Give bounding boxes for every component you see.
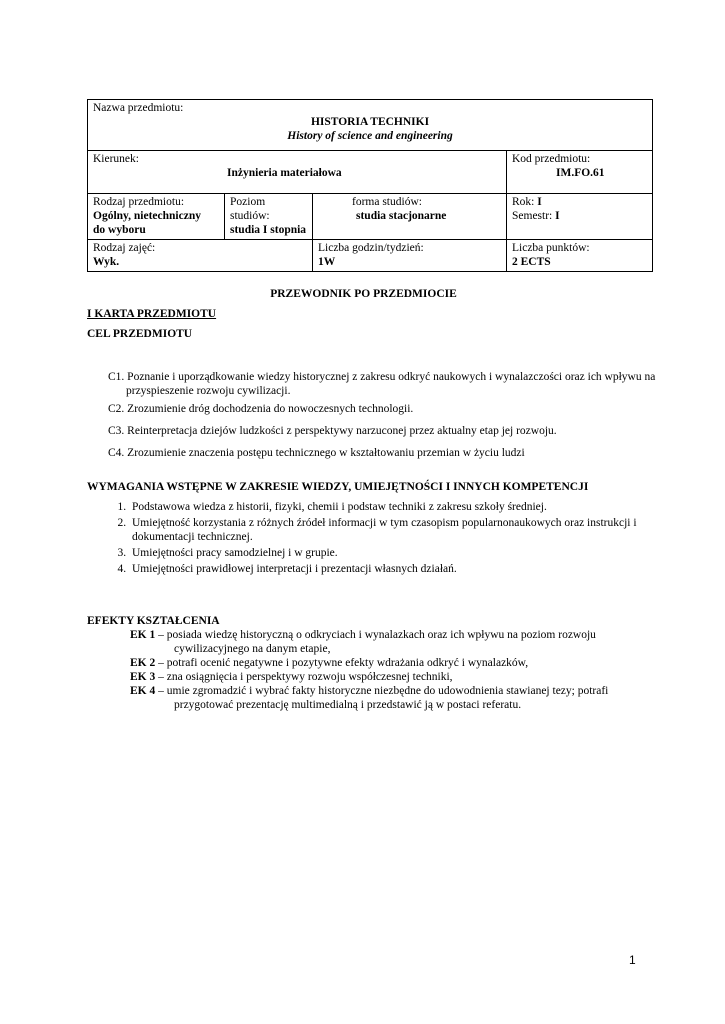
prerequisite-item: 1. Podstawowa wiedza z historii, fizyki, chemii i podstaw techniki z zakresu szkoły średniej. xyxy=(129,500,647,514)
field-of-study-label: Kierunek: xyxy=(93,153,139,165)
outcome-code: EK 4 xyxy=(130,685,156,697)
outcome-text: – zna osiągnięcia i perspektywy rozwoju współczesnej techniki, xyxy=(155,671,453,683)
class-type-label: Rodzaj zajęć: xyxy=(93,242,156,254)
points-value: 2 ECTS xyxy=(512,256,551,268)
field-of-study-value: Inżynieria materiałowa xyxy=(227,167,342,179)
course-title: HISTORIA TECHNIKI xyxy=(310,116,430,128)
study-level-value: studia I stopnia xyxy=(230,224,307,236)
outcome-item-ek4 xyxy=(130,684,650,712)
learning-outcomes-list xyxy=(130,628,650,712)
prerequisites-list xyxy=(87,500,647,578)
outcome-item-ek2 xyxy=(130,656,650,670)
hours-value: 1W xyxy=(318,256,336,268)
course-type-value-line1: Ogólny, nietechniczny xyxy=(93,210,201,222)
goal-item-c3: C3. Reinterpretacja dziejów ludzkości z perspektywy narzuconej przez aktualny etap jej rozwoju. xyxy=(108,425,557,437)
outcome-text: – posiada wiedzę historyczną o odkryciach i wynalazkach oraz ich wpływu na poziom rozwoju cywilizacyjnego na danym etapie, xyxy=(155,629,596,655)
outcome-code: EK 3 xyxy=(130,671,156,683)
course-subtitle: History of science and engineering xyxy=(287,130,453,142)
study-level-label: Poziom studiów: xyxy=(230,196,270,222)
prerequisites-heading: WYMAGANIA WSTĘPNE W ZAKRESIE WIEDZY, UMIEJĘTNOŚCI I INNYCH KOMPETENCJI xyxy=(87,481,589,493)
guide-heading: PRZEWODNIK PO PRZEDMIOCIE xyxy=(270,288,457,300)
study-level-cell xyxy=(225,194,313,240)
outcome-code: EK 1 xyxy=(130,629,156,641)
outcome-item-ek3 xyxy=(130,670,650,684)
semester-label: Semestr: xyxy=(512,210,553,222)
points-label: Liczba punktów: xyxy=(512,242,590,254)
course-type-cell xyxy=(88,194,225,240)
outcome-item-ek1 xyxy=(130,628,650,656)
course-type-label: Rodzaj przedmiotu: xyxy=(93,196,185,208)
course-name-cell xyxy=(88,100,653,151)
prerequisite-item: 3. Umiejętności pracy samodzielnej i w grupie. xyxy=(129,546,647,560)
course-name-label: Nazwa przedmiotu: xyxy=(93,102,184,114)
outcome-code: EK 2 xyxy=(130,657,156,669)
class-type-value: Wyk. xyxy=(93,256,120,268)
prerequisite-item: 2. Umiejętność korzystania z różnych źródeł informacji w tym czasopism popularnonaukowych oraz instrukcji i dokumentacji technicznej. xyxy=(129,516,647,544)
year-label: Rok: xyxy=(512,196,535,208)
prerequisite-item: 4. Umiejętności prawidłowej interpretacji i prezentacji własnych działań. xyxy=(129,562,647,576)
goal-item-c4: C4. Zrozumienie znaczenia postępu technicznego w kształtowaniu przemian w życiu ludzi xyxy=(108,447,525,459)
hours-cell xyxy=(313,240,507,272)
field-of-study-cell xyxy=(88,151,507,194)
study-form-label: forma studiów: xyxy=(352,196,422,208)
course-code-value: IM.FO.61 xyxy=(556,167,605,179)
year-semester-cell xyxy=(507,194,653,240)
outcome-text: – potrafi ocenić negatywne i pozytywne efekty wdrażania odkryć i wynalazków, xyxy=(155,657,529,669)
course-header-table xyxy=(87,99,653,272)
page-number: 1 xyxy=(629,953,636,967)
goal-item-c2: C2. Zrozumienie dróg dochodzenia do nowoczesnych technologii. xyxy=(108,403,414,415)
learning-outcomes-heading: EFEKTY KSZTAŁCENIA xyxy=(87,615,220,627)
points-cell xyxy=(507,240,653,272)
course-type-value-line2: do wyboru xyxy=(93,224,146,236)
study-form-cell xyxy=(313,194,507,240)
course-code-cell xyxy=(507,151,653,194)
course-goal-list xyxy=(108,370,663,460)
outcome-text: – umie zgromadzić i wybrać fakty historyczne niezbędne do udowodnienia stawianej tezy; potrafi przygotować prezentację multimedialną i przedstawić ją w postaci referatu. xyxy=(155,685,609,711)
goal-item-c1: C1. Poznanie i uporządkowanie wiedzy historycznej z zakresu odkryć naukowych i wynalazczości oraz ich wpływu na przyspieszenie rozwoju cywilizacji. xyxy=(108,371,656,397)
year-value: I xyxy=(537,196,542,208)
course-code-label: Kod przedmiotu: xyxy=(512,153,591,165)
study-form-value: studia stacjonarne xyxy=(356,210,447,222)
class-type-cell xyxy=(88,240,313,272)
course-goal-heading: CEL PRZEDMIOTU xyxy=(87,328,193,340)
semester-value: I xyxy=(555,210,560,222)
hours-label: Liczba godzin/tydzień: xyxy=(318,242,424,254)
course-card-heading: I KARTA PRZEDMIOTU xyxy=(87,308,217,320)
